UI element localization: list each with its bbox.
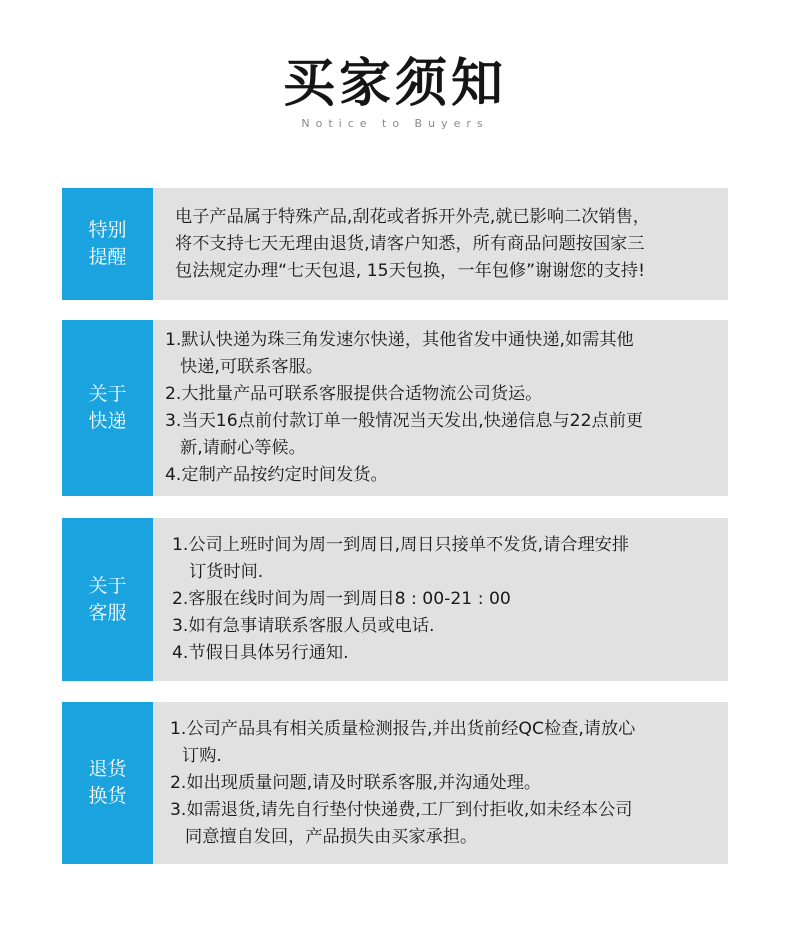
content-line: 3.如需退货,请先自行垫付快递费,工厂到付拒收,如未经本公司 <box>170 799 633 820</box>
content-line: 1.公司产品具有相关质量检测报告,并出货前经QC检查,请放心 <box>170 718 636 739</box>
content-line: 4.节假日具体另行通知. <box>172 643 349 663</box>
content-line: 包法规定办理“七天包退, 15天包换，一年包修”谢谢您的支持! <box>175 260 645 281</box>
content-line: 订购. <box>182 745 222 766</box>
section-label-line: 关于 <box>88 383 127 405</box>
content-line: 1.默认快递为珠三角发速尔快递，其他省发中通快递,如需其他 <box>165 330 634 350</box>
section-label-line: 快递 <box>88 410 127 432</box>
section-content <box>153 702 728 864</box>
section-label-line: 客服 <box>88 601 127 624</box>
content-line: 3.当天16点前付款订单一般情况当天发出,快递信息与22点前更 <box>165 411 644 431</box>
section-label <box>62 702 153 864</box>
section-content <box>153 320 728 496</box>
content-line: 将不支持七天无理由退货,请客户知悉，所有商品问题按国家三 <box>175 233 645 254</box>
notice-section-returns <box>62 702 728 864</box>
section-label <box>62 518 153 681</box>
content-line: 2.如出现质量问题,请及时联系客服,并沟通处理。 <box>170 772 542 793</box>
section-content <box>153 518 728 681</box>
section-label-line: 关于 <box>88 574 127 597</box>
section-label-line: 换货 <box>88 785 127 807</box>
content-line: 新,请耐心等候。 <box>180 438 306 458</box>
content-line: 2.客服在线时间为周一到周日8 : 00-21 : 00 <box>172 589 511 609</box>
content-line: 订货时间. <box>189 562 264 582</box>
content-line: 2.大批量产品可联系客服提供合适物流公司货运。 <box>165 384 543 404</box>
section-content <box>153 188 728 300</box>
section-label-line: 退货 <box>88 758 127 780</box>
section-label-line: 提醒 <box>88 246 127 268</box>
notice-section-special-reminder <box>62 188 728 300</box>
content-line: 3.如有急事请联系客服人员或电话. <box>172 616 435 636</box>
content-line: 同意擅自发回，产品损失由买家承担。 <box>185 826 478 847</box>
section-label <box>62 320 153 496</box>
content-line: 1.公司上班时间为周一到周日,周日只接单不发货,请合理安排 <box>172 535 630 555</box>
page-subtitle: Notice to Buyers <box>301 117 489 130</box>
notice-section-shipping <box>62 320 728 496</box>
section-label <box>62 188 153 300</box>
content-line: 电子产品属于特殊产品,刮花或者拆开外壳,就已影响二次销售， <box>175 206 650 227</box>
page-title: 买家须知 <box>282 54 507 114</box>
content-line: 4.定制产品按约定时间发货。 <box>165 465 388 485</box>
content-line: 快递,可联系客服。 <box>180 357 323 377</box>
section-label-line: 特别 <box>88 219 127 241</box>
notice-section-customer-service <box>62 518 728 681</box>
